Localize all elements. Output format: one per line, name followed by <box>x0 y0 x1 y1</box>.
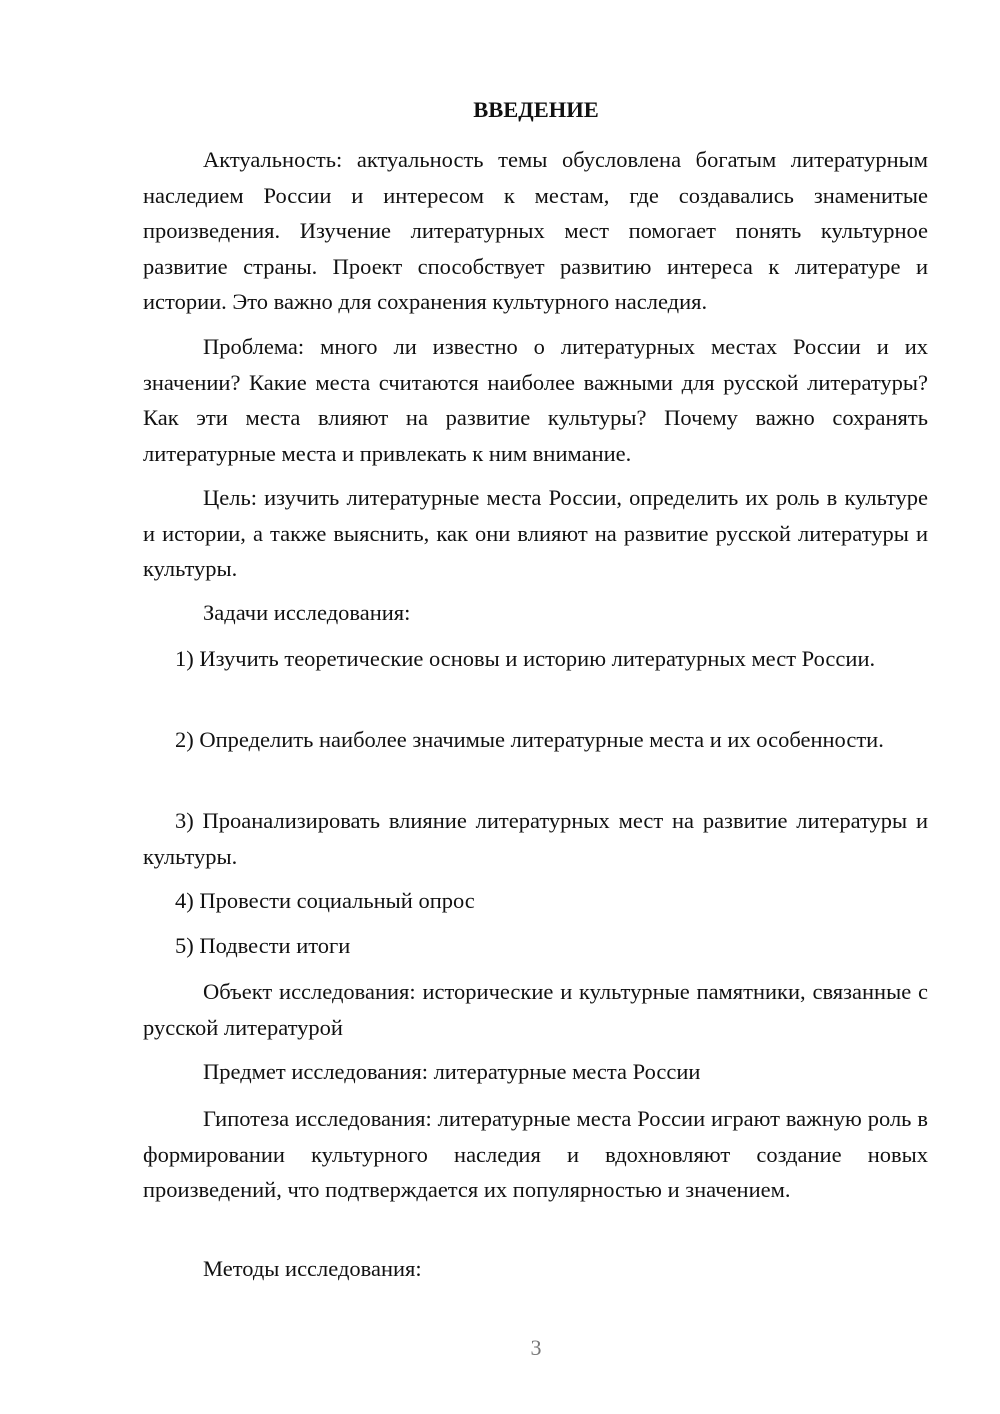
task-item-1: 1) Изучить теоретические основы и историю литературных мест России. <box>175 646 876 671</box>
page-title: ВВЕДЕНИЕ <box>473 97 599 122</box>
page-number: 3 <box>530 1335 542 1360</box>
methods-heading: Методы исследования: <box>203 1256 422 1281</box>
relevance-paragraph: Актуальность: актуальность темы обусловлена богатым литературным наследием России и интересом к местам, где создавались знаменитые произведения. Изучение литературных мест помогает понять культурное развитие страны. Проект способствует развитию интереса к литературе и истории. Это важно для сохранения культурного наследия. <box>143 147 928 314</box>
task-item-2: 2) Определить наиболее значимые литературные места и их особенности. <box>175 727 884 752</box>
task-item-5: 5) Подвести итоги <box>175 933 351 958</box>
tasks-heading: Задачи исследования: <box>203 600 411 625</box>
object-paragraph: Объект исследования: исторические и культурные памятники, связанные с русской литературой <box>143 979 928 1040</box>
goal-paragraph: Цель: изучить литературные места России, определить их роль в культуре и истории, а также выяснить, как они влияют на развитие русской литературы и культуры. <box>143 485 928 581</box>
hypothesis-paragraph: Гипотеза исследования: литературные места России играют важную роль в формировании культурного наследия и вдохновляют создание новых произведений, что подтверждается их популярностью и значением. <box>143 1106 928 1202</box>
problem-paragraph: Проблема: много ли известно о литературных местах России и их значении? Какие места считаются наиболее важными для русской литературы? Как эти места влияют на развитие культуры? Почему важно сохранять литературные места и привлекать к ним внимание. <box>143 334 928 466</box>
task-item-4: 4) Провести социальный опрос <box>175 888 475 913</box>
subject-paragraph: Предмет исследования: литературные места России <box>203 1059 701 1084</box>
task-item-3: 3) Проанализировать влияние литературных мест на развитие литературы и культуры. <box>143 808 928 869</box>
